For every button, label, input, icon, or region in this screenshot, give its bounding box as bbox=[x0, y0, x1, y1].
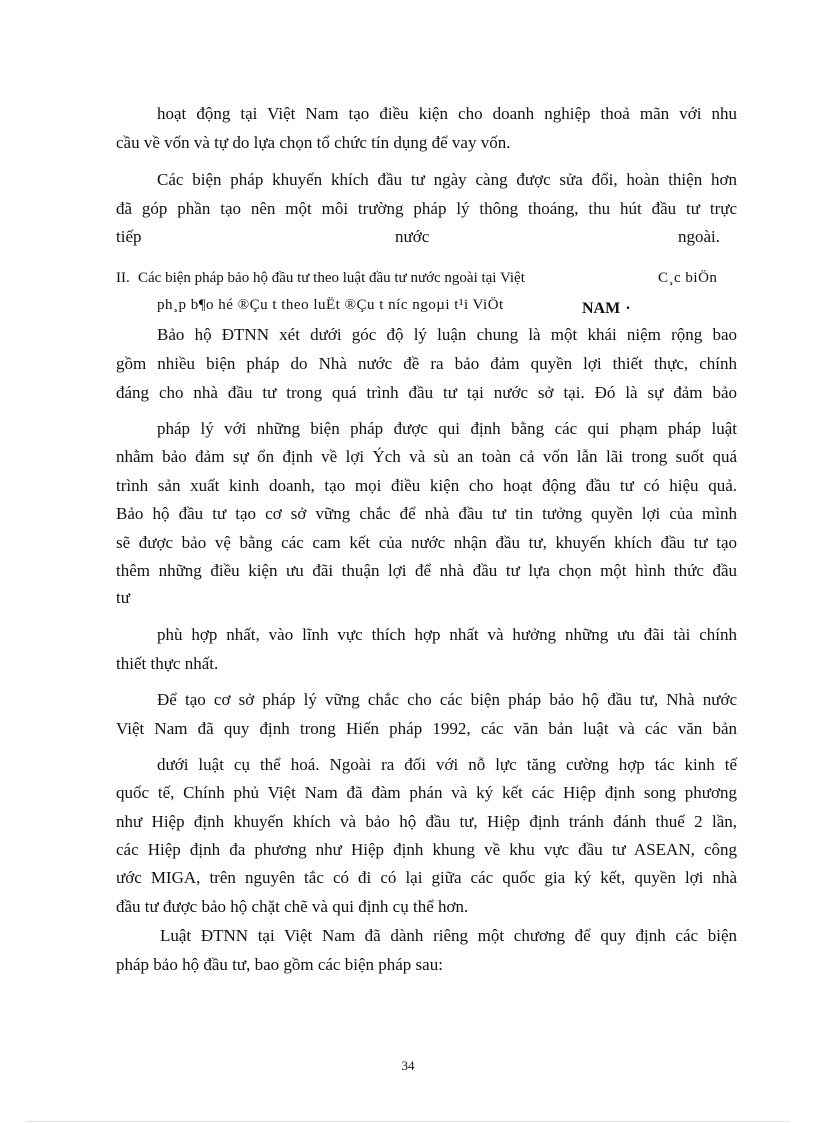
paragraph-5-line-1: Luật ĐTNN tại Việt Nam đã dành riêng một chương để quy định các biện bbox=[160, 926, 737, 945]
paragraph-2-word-tiep: tiếp bbox=[116, 227, 142, 246]
paragraph-3-line-2: gồm nhiều biện pháp do Nhà nước đề ra bảo đảm quyền lợi thiết thực, chính bbox=[116, 354, 737, 373]
paragraph-4-line-2: Việt Nam đã quy định trong Hiến pháp 1992, các văn bản luật và các văn bản bbox=[116, 719, 737, 738]
paragraph-5-line-2: pháp bảo hộ đầu tư, bao gồm các biện pháp sau: bbox=[116, 955, 443, 974]
paragraph-4-line-5: như Hiệp định khuyến khích và bảo hộ đầu tư, Hiệp định tránh đánh thuế 2 lần, bbox=[116, 812, 737, 831]
paragraph-3-line-3: đáng cho nhà đầu tư trong quá trình đầu tư tại nước sở tại. Đó là sự đảm bảo bbox=[116, 383, 737, 402]
heading-nam: NAM bbox=[582, 300, 621, 317]
paragraph-4-line-6: các Hiệp định đa phương như Hiệp định khung về khu vực đầu tư ASEAN, công bbox=[116, 840, 737, 859]
paragraph-2-word-ngoai: ngoài. bbox=[678, 227, 721, 246]
paragraph-3-line-1: Bảo hộ ĐTNN xét dưới góc độ lý luận chung là một khái niệm rộng bao bbox=[157, 325, 737, 344]
paragraph-4-line-7: ước MIGA, trên nguyên tắc có đi có lại giữa các quốc gia ký kết, quyền lợi nhà bbox=[116, 868, 737, 887]
paragraph-3-line-5: nhằm bảo đảm sự ổn định về lợi Ých và sù an toàn cả vốn lẫn lãi trong suốt quá bbox=[116, 447, 737, 466]
paragraph-1-line-2: cầu về vốn và tự do lựa chọn tổ chức tín dụng để vay vốn. bbox=[116, 133, 511, 152]
paragraph-4-line-1: Để tạo cơ sở pháp lý vững chắc cho các biện pháp bảo hộ đầu tư, Nhà nước bbox=[157, 690, 737, 709]
paragraph-4-line-8: đầu tư được bảo hộ chặt chẽ và qui định cụ thể hơn. bbox=[116, 897, 469, 916]
paragraph-3-line-11: phù hợp nhất, vào lĩnh vực thích hợp nhất và hưởng những ưu đãi tài chính bbox=[157, 625, 737, 644]
heading-garbled-2: ph¸p b¶o hé ®Çu t theo luËt ®Çu t níc ngoµi t¹i ViÖt bbox=[157, 297, 504, 313]
paragraph-3-line-10: tư bbox=[116, 588, 130, 607]
paragraph-3-line-12: thiết thực nhất. bbox=[116, 654, 219, 673]
paragraph-3-line-8: sẽ được bảo vệ bằng các cam kết của nước nhận đầu tư, khuyến khích đầu tư tạo bbox=[116, 533, 737, 552]
page-bottom-divider bbox=[28, 1121, 788, 1122]
page-number: 34 bbox=[401, 1058, 415, 1073]
paragraph-2-word-nuoc: nước bbox=[395, 227, 430, 246]
paragraph-4-line-3: dưới luật cụ thể hoá. Ngoài ra đối với nỗ lực tăng cường hợp tác kinh tế bbox=[157, 755, 737, 774]
paragraph-1-line-1: hoạt động tại Việt Nam tạo điều kiện cho doanh nghiệp thoả mãn với nhu bbox=[157, 104, 737, 123]
heading-number: II. bbox=[116, 270, 130, 286]
paragraph-3-line-7: Bảo hộ đầu tư tạo cơ sở vững chắc để nhà đầu tư tin tưởng quyền lợi của mình bbox=[116, 504, 737, 523]
heading-text: Các biện pháp bảo hộ đầu tư theo luật đầu tư nước ngoài tại Việt bbox=[138, 270, 525, 286]
heading-end: . bbox=[626, 296, 630, 313]
paragraph-3-line-9: thêm những điều kiện ưu đãi thuận lợi để nhà đầu tư lựa chọn một hình thức đầu bbox=[116, 561, 737, 580]
heading-garbled-1: C¸c biÖn bbox=[658, 270, 718, 286]
paragraph-3-line-4: pháp lý với những biện pháp được qui định bằng các qui phạm pháp luật bbox=[157, 419, 737, 438]
paragraph-3-line-6: trình sản xuất kinh doanh, tạo mọi điều kiện cho hoạt động đầu tư có hiệu quả. bbox=[116, 476, 737, 495]
paragraph-4-line-4: quốc tế, Chính phủ Việt Nam đã đàm phán và ký kết các Hiệp định song phương bbox=[116, 783, 737, 802]
paragraph-2-line-2: đã góp phần tạo nên một môi trường pháp lý thông thoáng, thu hút đầu tư trực bbox=[116, 199, 737, 218]
paragraph-2-line-1: Các biện pháp khuyến khích đầu tư ngày càng được sửa đổi, hoàn thiện hơn bbox=[157, 170, 737, 189]
